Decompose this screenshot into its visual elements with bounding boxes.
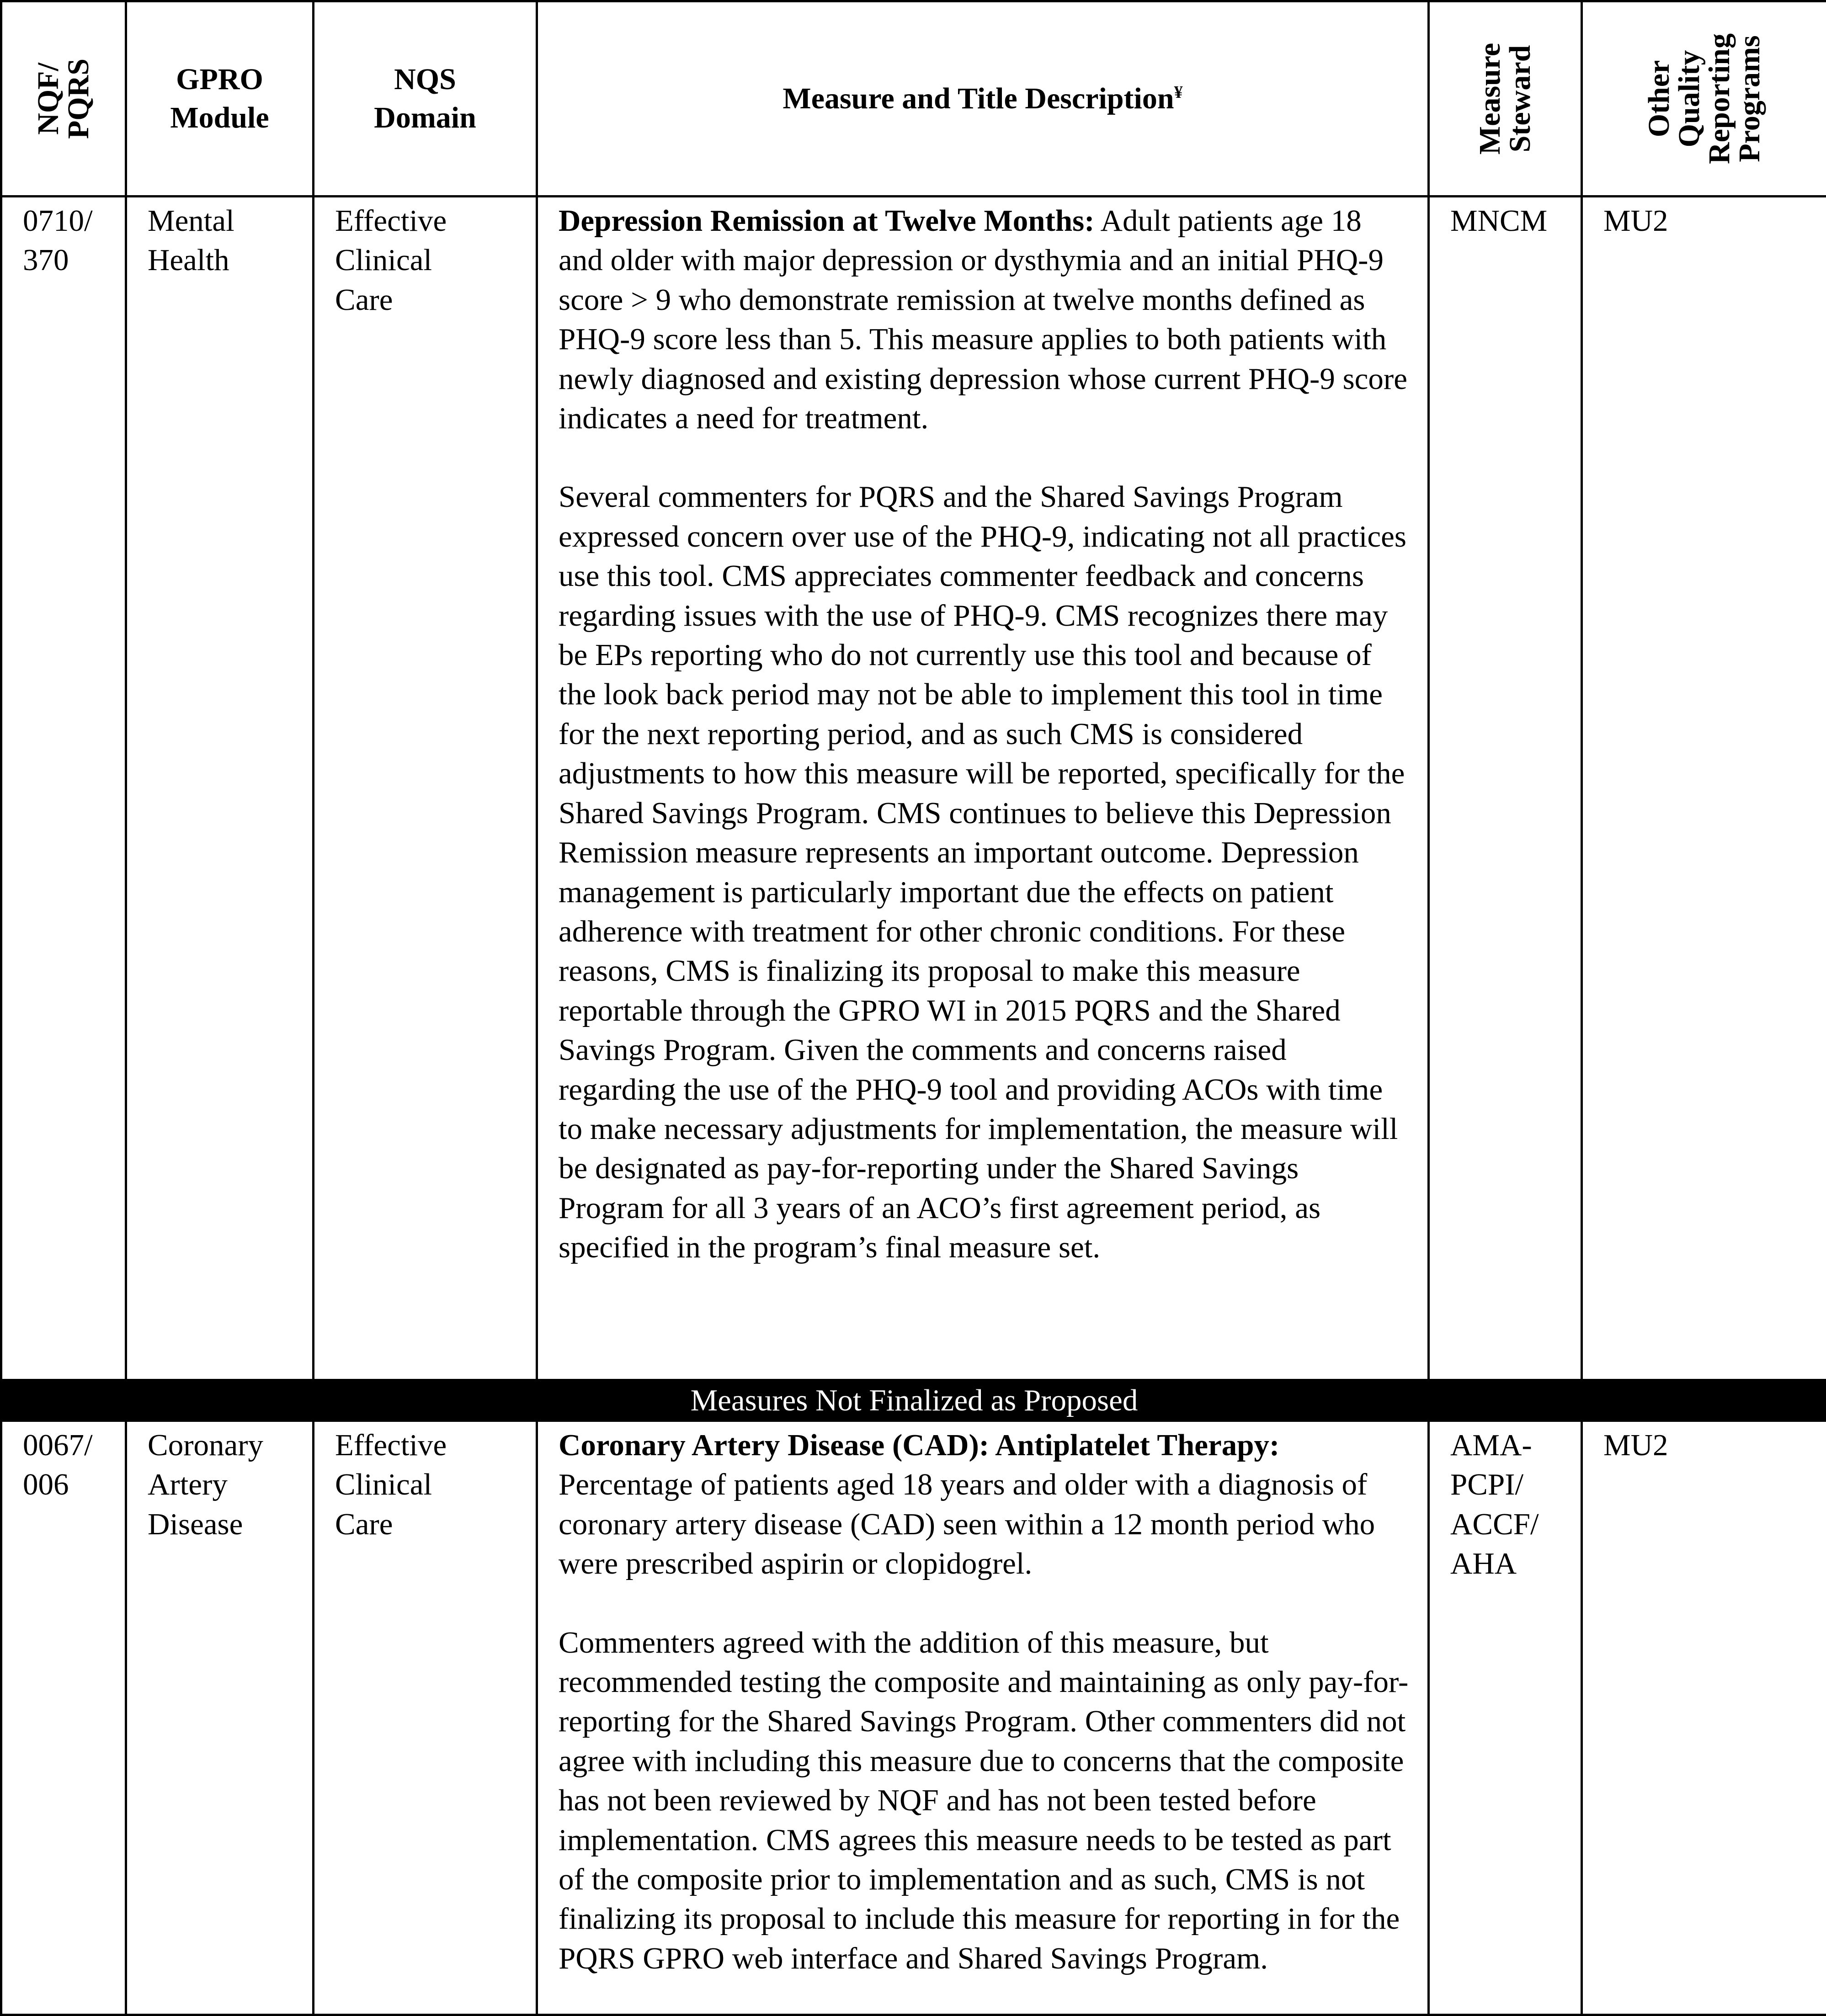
gpro-module-cell: Coronary Artery Disease (126, 1421, 314, 2015)
nqs-domain-cell: Effective Clinical Care (314, 1421, 537, 2015)
section-divider: Measures Not Finalized as Proposed (1, 1380, 1826, 1421)
table-row (1, 197, 1826, 1380)
gpro-module-cell: Mental Health (126, 197, 314, 1380)
measure-definition: Depression Remission at Twelve Months: Adult patients age 18 and older with major depression or dysthymia and an initial PHQ-9 score > 9 who demonstrate remission at twelve months defined as PHQ-9 score less than 5. This measure applies to both patients with newly diagnosed and existing depression whose current PHQ-9 score indicates a need for treatment. (559, 201, 1409, 438)
table-row (1, 1421, 1826, 2015)
measure-title: Depression Remission at Twelve Months: (559, 204, 1095, 238)
header-row (1, 1, 1826, 197)
other-programs-cell: MU2 (1582, 197, 1826, 1380)
footnote-marker: ¥ (1174, 83, 1183, 102)
measure-comment: Several commenters for PQRS and the Shared Savings Program expressed concern over use of the PHQ-9, indicating not all practices use this tool. CMS appreciates commenter feedback and concerns regarding issues with the use of PHQ-9. CMS recognizes there may be EPs reporting who do not currently use this tool and because of the look back period may not be able to implement this tool in time for the next reporting period, and as such CMS is considered adjustments to how this measure will be reported, specifically for the Shared Savings Program. CMS continues to believe this Depression Remission measure represents an important outcome. Depression management is particularly important due the effects on patient adherence with treatment for other chronic conditions. For these reasons, CMS is finalizing its proposal to make this measure reportable through the GPRO WI in 2015 PQRS and the Shared Savings Program. Given the comments and concerns raised regarding the use of the PHQ-9 tool and providing ACOs with time to make necessary adjustments for implementation, the measure will be designated as pay-for-reporting under the Shared Savings Program for all 3 years of an ACO’s first agreement period, as specified in the program’s final measure set. (559, 477, 1409, 1267)
header-gpro-module: GPRO Module (126, 1, 314, 197)
measure-steward-cell: AMA- PCPI/ ACCF/ AHA (1429, 1421, 1582, 2015)
nqs-domain-cell: Effective Clinical Care (314, 197, 537, 1380)
other-programs-cell: MU2 (1582, 1421, 1826, 2015)
header-other-programs: Other Quality Reporting Programs (1582, 1, 1826, 197)
header-nqs-domain: NQS Domain (314, 1, 537, 197)
measure-steward-cell: MNCM (1429, 197, 1582, 1380)
header-nqf-pqrs: NQF/ PQRS (1, 1, 126, 197)
nqf-pqrs-cell: 0067/ 006 (1, 1421, 126, 2015)
measure-title: Coronary Artery Disease (CAD): Antiplatelet Therapy: (559, 1428, 1279, 1462)
measure-comment: Commenters agreed with the addition of this measure, but recommended testing the composite and maintaining as only pay-for-reporting for the Shared Savings Program. Other commenters did not agree with including this measure due to concerns that the composite has not been reviewed by NQF and has not been tested before implementation. CMS agrees this measure needs to be tested as part of the composite prior to implementation and as such, CMS is not finalizing its proposal to include this measure for reporting in for the PQRS GPRO web interface and Shared Savings Program. (559, 1623, 1409, 1979)
section-divider-row (1, 1380, 1826, 1421)
header-measure-steward: Measure Steward (1429, 1, 1582, 197)
measure-definition: Coronary Artery Disease (CAD): Antiplatelet Therapy: Percentage of patients aged 18 years and older with a diagnosis of coronary artery disease (CAD) seen within a 12 month period who were prescribed aspirin or clopidogrel. (559, 1426, 1409, 1584)
measure-description-cell (537, 1421, 1429, 2015)
measure-description-cell (537, 197, 1429, 1380)
header-measure-title: Measure and Title Description¥ (537, 1, 1429, 197)
nqf-pqrs-cell: 0710/ 370 (1, 197, 126, 1380)
